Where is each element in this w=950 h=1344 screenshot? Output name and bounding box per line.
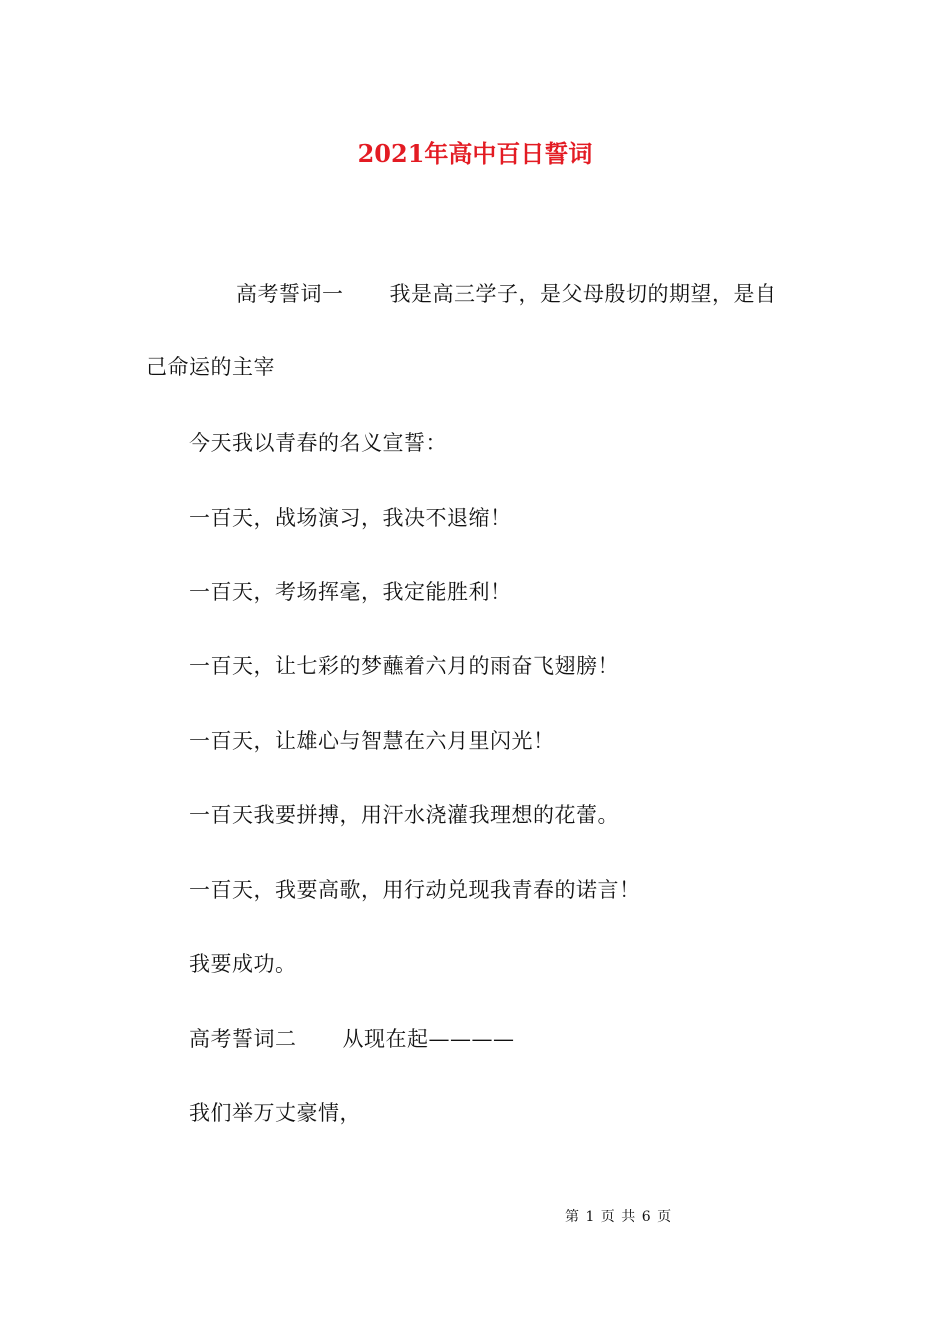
text-line: 一百天，考场挥毫，我定能胜利！ [189, 580, 512, 604]
section-two-heading: 高考誓词二 [189, 1027, 297, 1051]
section-two-first-line: 从现在起———— [342, 1027, 515, 1051]
page-number-footer: 第 1 页 共 6 页 [565, 1209, 673, 1225]
section-two-line [189, 1024, 515, 1054]
text-line: 一百天，让七彩的梦蘸着六月的雨奋飞翅膀！ [189, 654, 619, 678]
text-line: 我要成功。 [189, 952, 297, 976]
document-title: 2021年高中百日誓词 [357, 139, 593, 168]
text-line: 今天我以青春的名义宣誓： [189, 431, 447, 455]
text-line: 一百天，让雄心与智慧在六月里闪光！ [189, 729, 555, 753]
text-line: 我们举万丈豪情， [189, 1101, 361, 1125]
section-one-first-line: 我是高三学子，是父母殷切的期望，是自 [389, 282, 777, 306]
text-line: 一百天我要拼搏，用汗水浇灌我理想的花蕾。 [189, 803, 619, 827]
section-one-heading: 高考誓词一 [236, 282, 344, 306]
text-line: 一百天，战场演习，我决不退缩！ [189, 506, 512, 530]
section-one-line [236, 279, 777, 309]
section-one-continuation: 己命运的主宰 [146, 355, 275, 379]
text-line: 一百天，我要高歌，用行动兑现我青春的诺言！ [189, 878, 641, 902]
